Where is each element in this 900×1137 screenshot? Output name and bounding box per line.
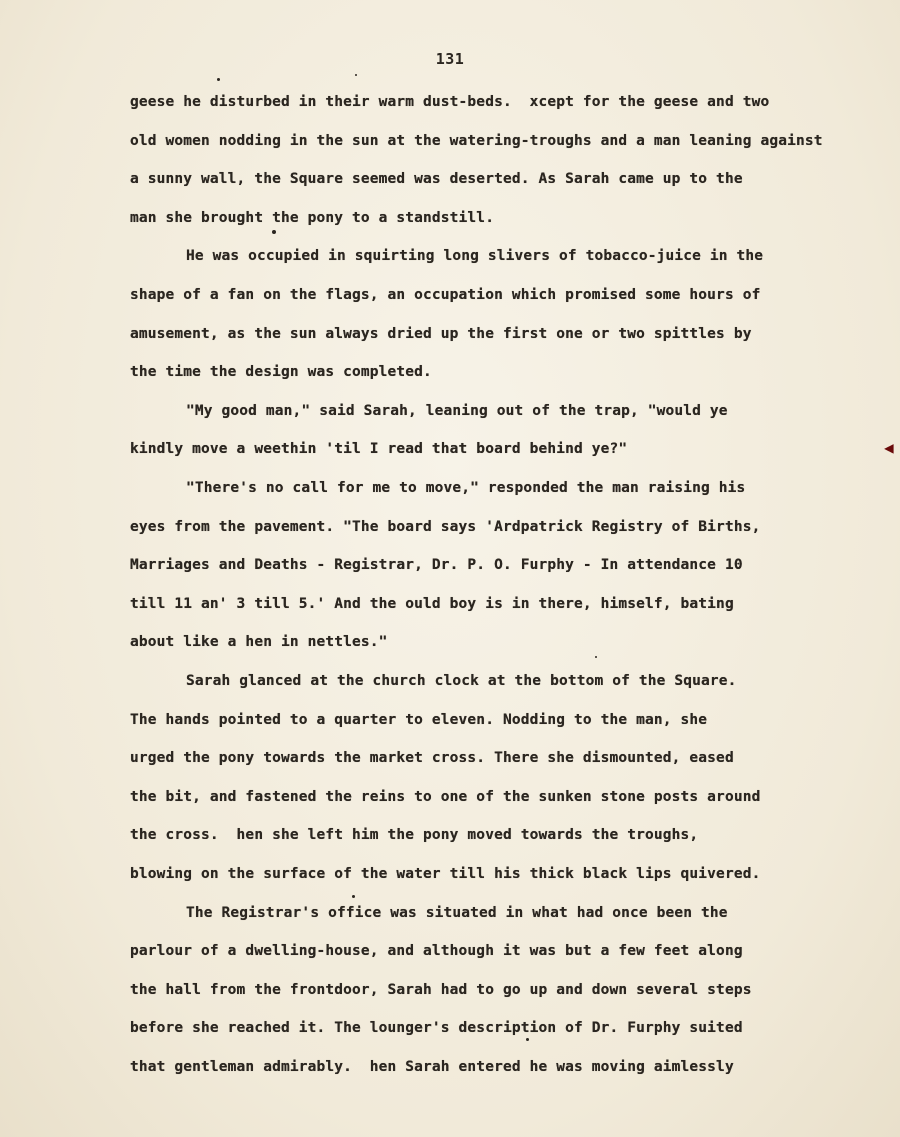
text-line: that gentleman admirably. hen Sarah entered he was moving aimlessly (130, 1059, 734, 1075)
ink-speck (217, 78, 220, 81)
text-line: geese he disturbed in their warm dust-beds. xcept for the geese and two (130, 94, 770, 110)
text-line: parlour of a dwelling-house, and although it was but a few feet along (130, 943, 743, 959)
text-line: kindly move a weethin 'til I read that board behind ye?" (130, 441, 628, 457)
text-line: the hall from the frontdoor, Sarah had to go up and down several steps (130, 982, 752, 998)
text-line: shape of a fan on the flags, an occupation which promised some hours of (130, 287, 761, 303)
text-line: the cross. hen she left him the pony moved towards the troughs, (130, 827, 699, 843)
margin-arrow-icon: ◀ (884, 438, 894, 457)
ink-speck (595, 656, 597, 658)
text-line: urged the pony towards the market cross. There she dismounted, eased (130, 750, 734, 766)
text-line: Marriages and Deaths - Registrar, Dr. P. O. Furphy - In attendance 10 (130, 557, 743, 573)
ink-speck (526, 1038, 529, 1041)
text-line: amusement, as the sun always dried up the first one or two spittles by (130, 326, 752, 342)
text-line: The Registrar's office was situated in what had once been the (186, 905, 728, 921)
page-number: 131 (435, 50, 465, 68)
text-line: the bit, and fastened the reins to one of the sunken stone posts around (130, 789, 761, 805)
ink-speck (272, 230, 276, 234)
text-line: man she brought the pony to a standstill. (130, 210, 495, 226)
text-line: He was occupied in squirting long slivers of tobacco-juice in the (186, 248, 764, 264)
text-line: blowing on the surface of the water till his thick black lips quivered. (130, 866, 761, 882)
text-line: old women nodding in the sun at the watering-troughs and a man leaning against (130, 133, 823, 149)
text-line: before she reached it. The lounger's description of Dr. Furphy suited (130, 1020, 743, 1036)
text-line: Sarah glanced at the church clock at the bottom of the Square. (186, 673, 737, 689)
text-line: "There's no call for me to move," responded the man raising his (186, 480, 746, 496)
text-line: The hands pointed to a quarter to eleven. Nodding to the man, she (130, 712, 708, 728)
ink-speck (355, 74, 357, 76)
text-line: till 11 an' 3 till 5.' And the ould boy is in there, himself, bating (130, 596, 734, 612)
text-line: eyes from the pavement. "The board says 'Ardpatrick Registry of Births, (130, 519, 761, 535)
ink-speck (352, 895, 355, 898)
text-line: a sunny wall, the Square seemed was deserted. As Sarah came up to the (130, 171, 743, 187)
text-line: the time the design was completed. (130, 364, 432, 380)
text-line: about like a hen in nettles." (130, 634, 388, 650)
text-line: "My good man," said Sarah, leaning out of the trap, "would ye (186, 403, 728, 419)
